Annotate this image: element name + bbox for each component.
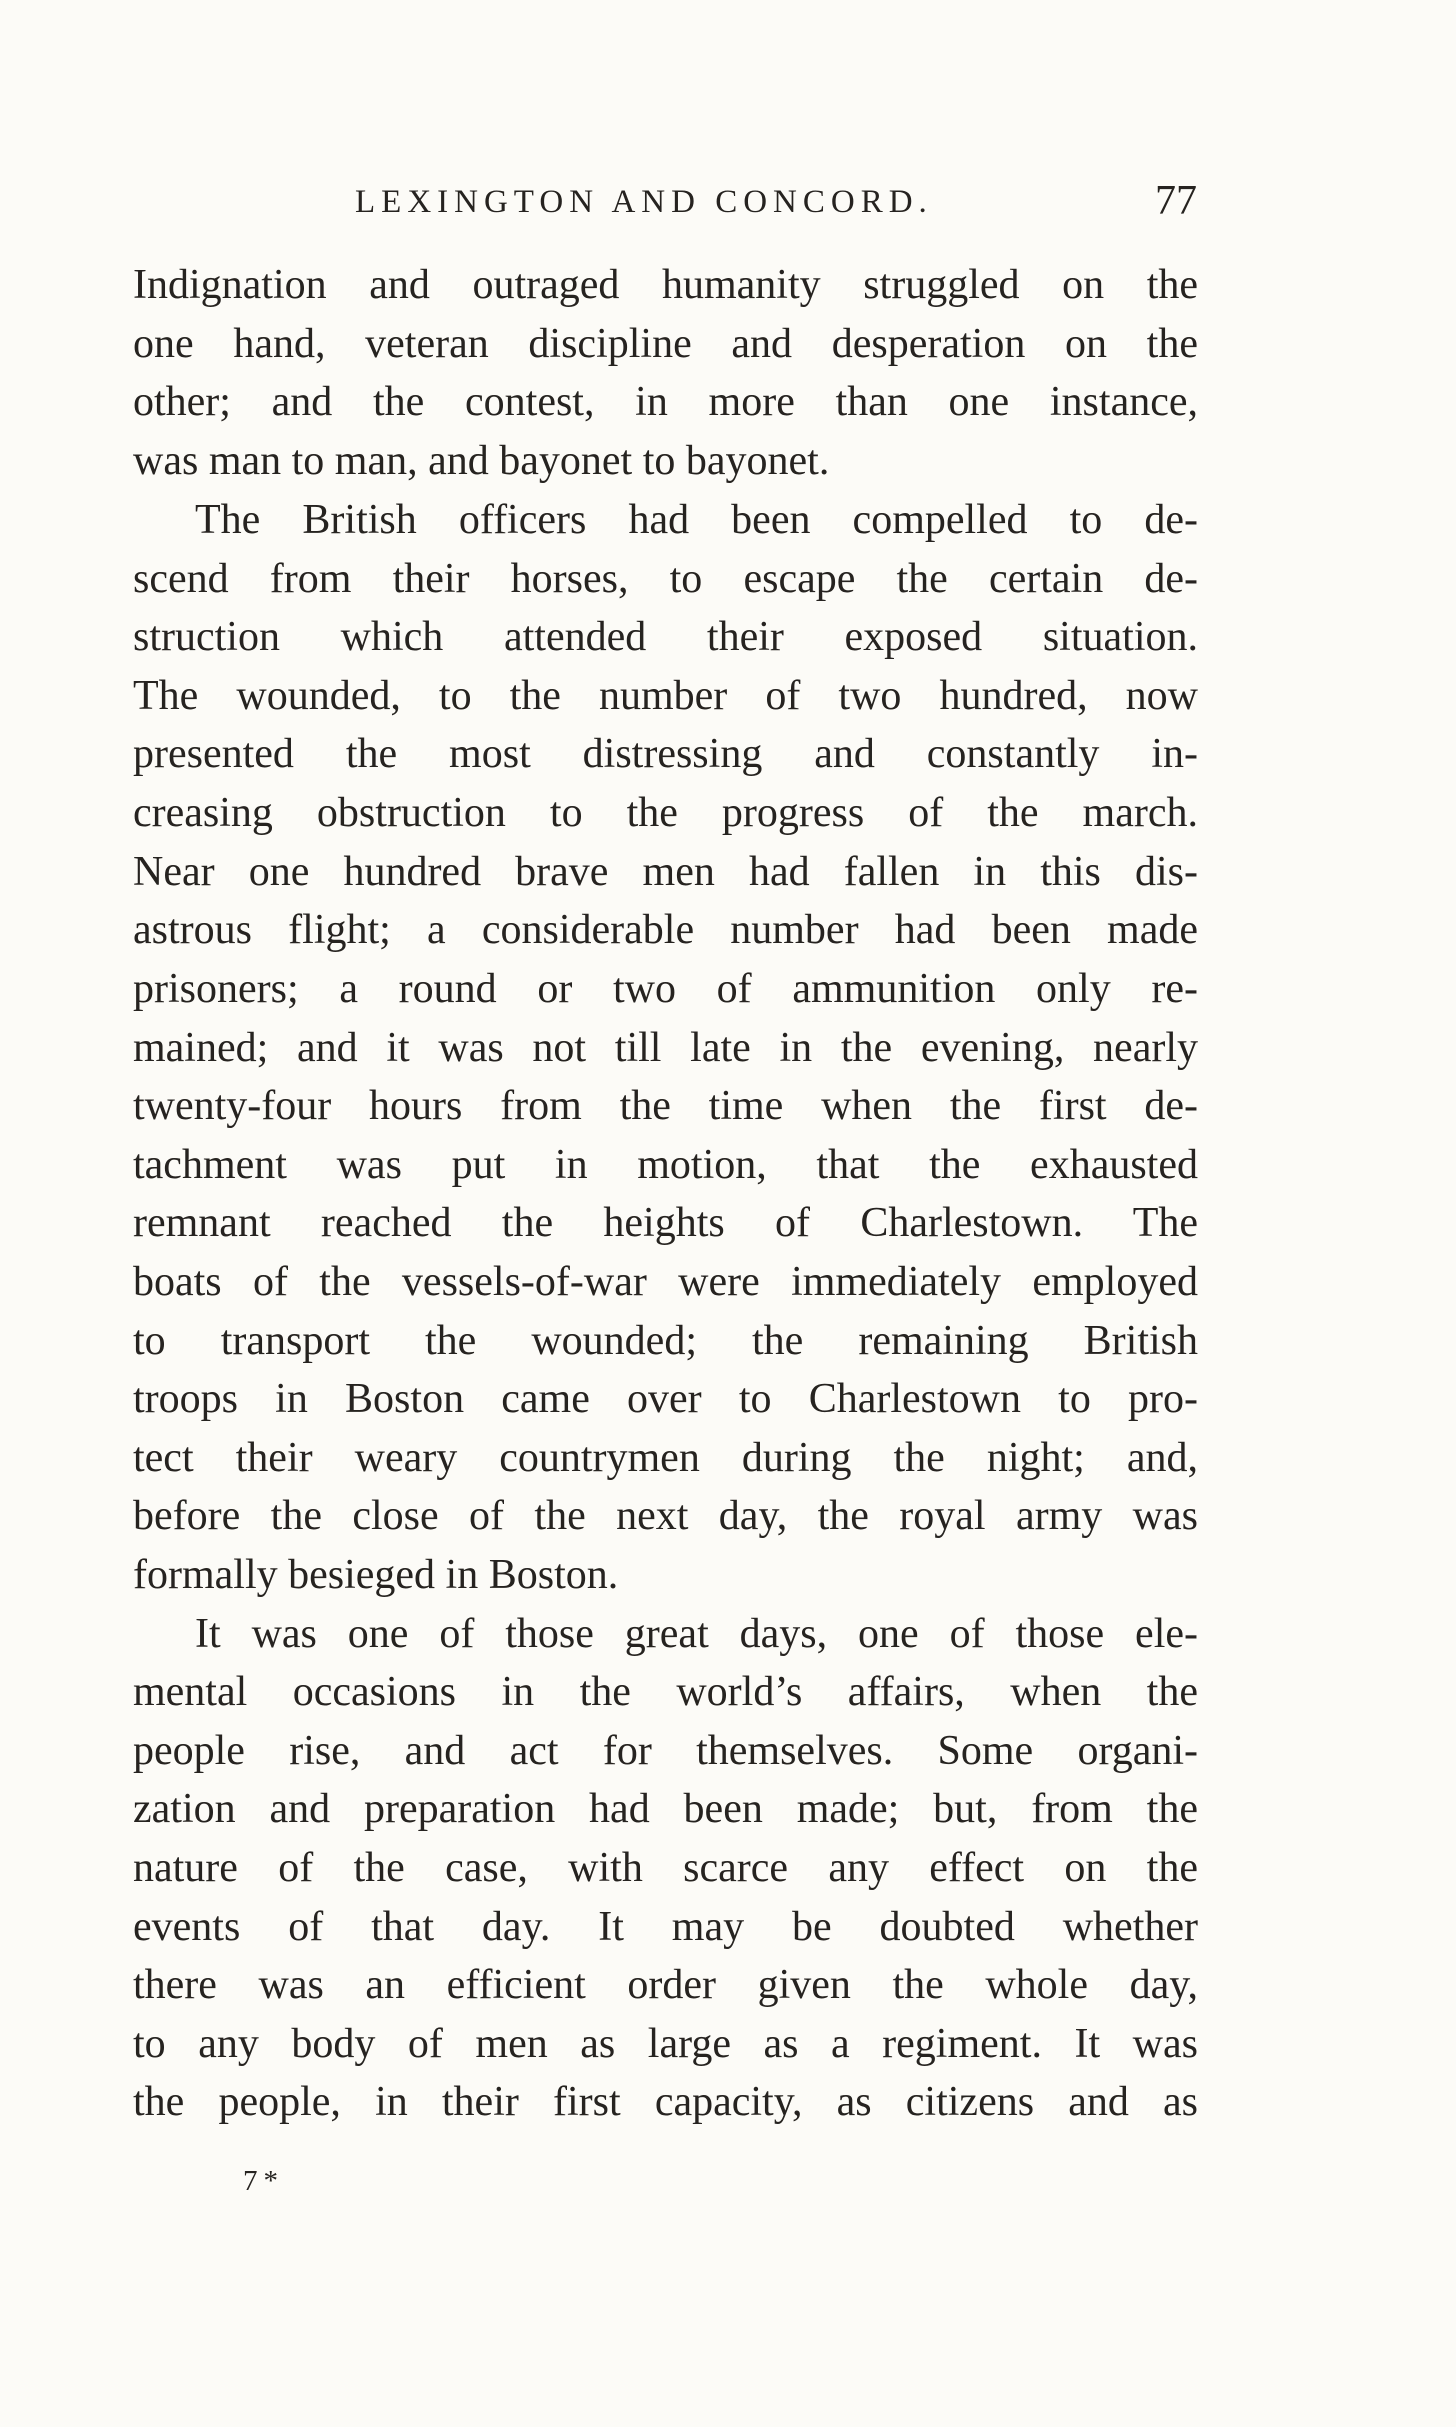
text-line: astrous flight; a considerable number had been made	[133, 907, 1198, 953]
signature-mark: 7*	[243, 2165, 284, 2197]
page-number: 77	[1155, 178, 1197, 224]
text-line: was man to man, and bayonet to bayonet.	[133, 438, 830, 484]
text-line: troops in Boston came over to Charlestown to pro-	[133, 1376, 1198, 1422]
text-line: tect their weary countrymen during the night; and,	[133, 1435, 1198, 1481]
text-line: prisoners; a round or two of ammunition only re-	[133, 966, 1198, 1012]
text-line: other; and the contest, in more than one instance,	[133, 379, 1198, 425]
text-line: one hand, veteran discipline and desperation on the	[133, 321, 1198, 367]
text-line: The British officers had been compelled to de-	[195, 497, 1198, 543]
text-line: struction which attended their exposed situation.	[133, 614, 1198, 660]
text-line: boats of the vessels-of-war were immediately employed	[133, 1259, 1198, 1305]
text-line: people rise, and act for themselves. Some organi-	[133, 1728, 1198, 1774]
text-line: It was one of those great days, one of those ele-	[195, 1611, 1198, 1657]
text-line: remnant reached the heights of Charlestown. The	[133, 1200, 1198, 1246]
text-line: zation and preparation had been made; but, from the	[133, 1786, 1198, 1832]
text-line: tachment was put in motion, that the exhausted	[133, 1142, 1198, 1188]
text-line: events of that day. It may be doubted whether	[133, 1904, 1198, 1950]
text-line: there was an efficient order given the whole day,	[133, 1962, 1198, 2008]
text-line: nature of the case, with scarce any effect on the	[133, 1845, 1198, 1891]
text-line: scend from their horses, to escape the certain de-	[133, 556, 1198, 602]
text-line: mental occasions in the world’s affairs, when the	[133, 1669, 1198, 1715]
text-line: to any body of men as large as a regiment. It was	[133, 2021, 1198, 2067]
text-line: presented the most distressing and constantly in-	[133, 731, 1198, 777]
text-line: twenty-four hours from the time when the first de-	[133, 1083, 1198, 1129]
text-line: the people, in their first capacity, as citizens and as	[133, 2079, 1198, 2125]
text-line: mained; and it was not till late in the evening, nearly	[133, 1025, 1198, 1071]
text-line: creasing obstruction to the progress of the march.	[133, 790, 1198, 836]
text-line: before the close of the next day, the royal army was	[133, 1493, 1198, 1539]
running-title: LEXINGTON AND CONCORD.	[355, 184, 933, 220]
text-line: to transport the wounded; the remaining British	[133, 1318, 1198, 1364]
text-line: Indignation and outraged humanity struggled on the	[133, 262, 1198, 308]
text-line: formally besieged in Boston.	[133, 1552, 619, 1598]
text-line: Near one hundred brave men had fallen in this dis-	[133, 849, 1198, 895]
text-line: The wounded, to the number of two hundred, now	[133, 673, 1198, 719]
